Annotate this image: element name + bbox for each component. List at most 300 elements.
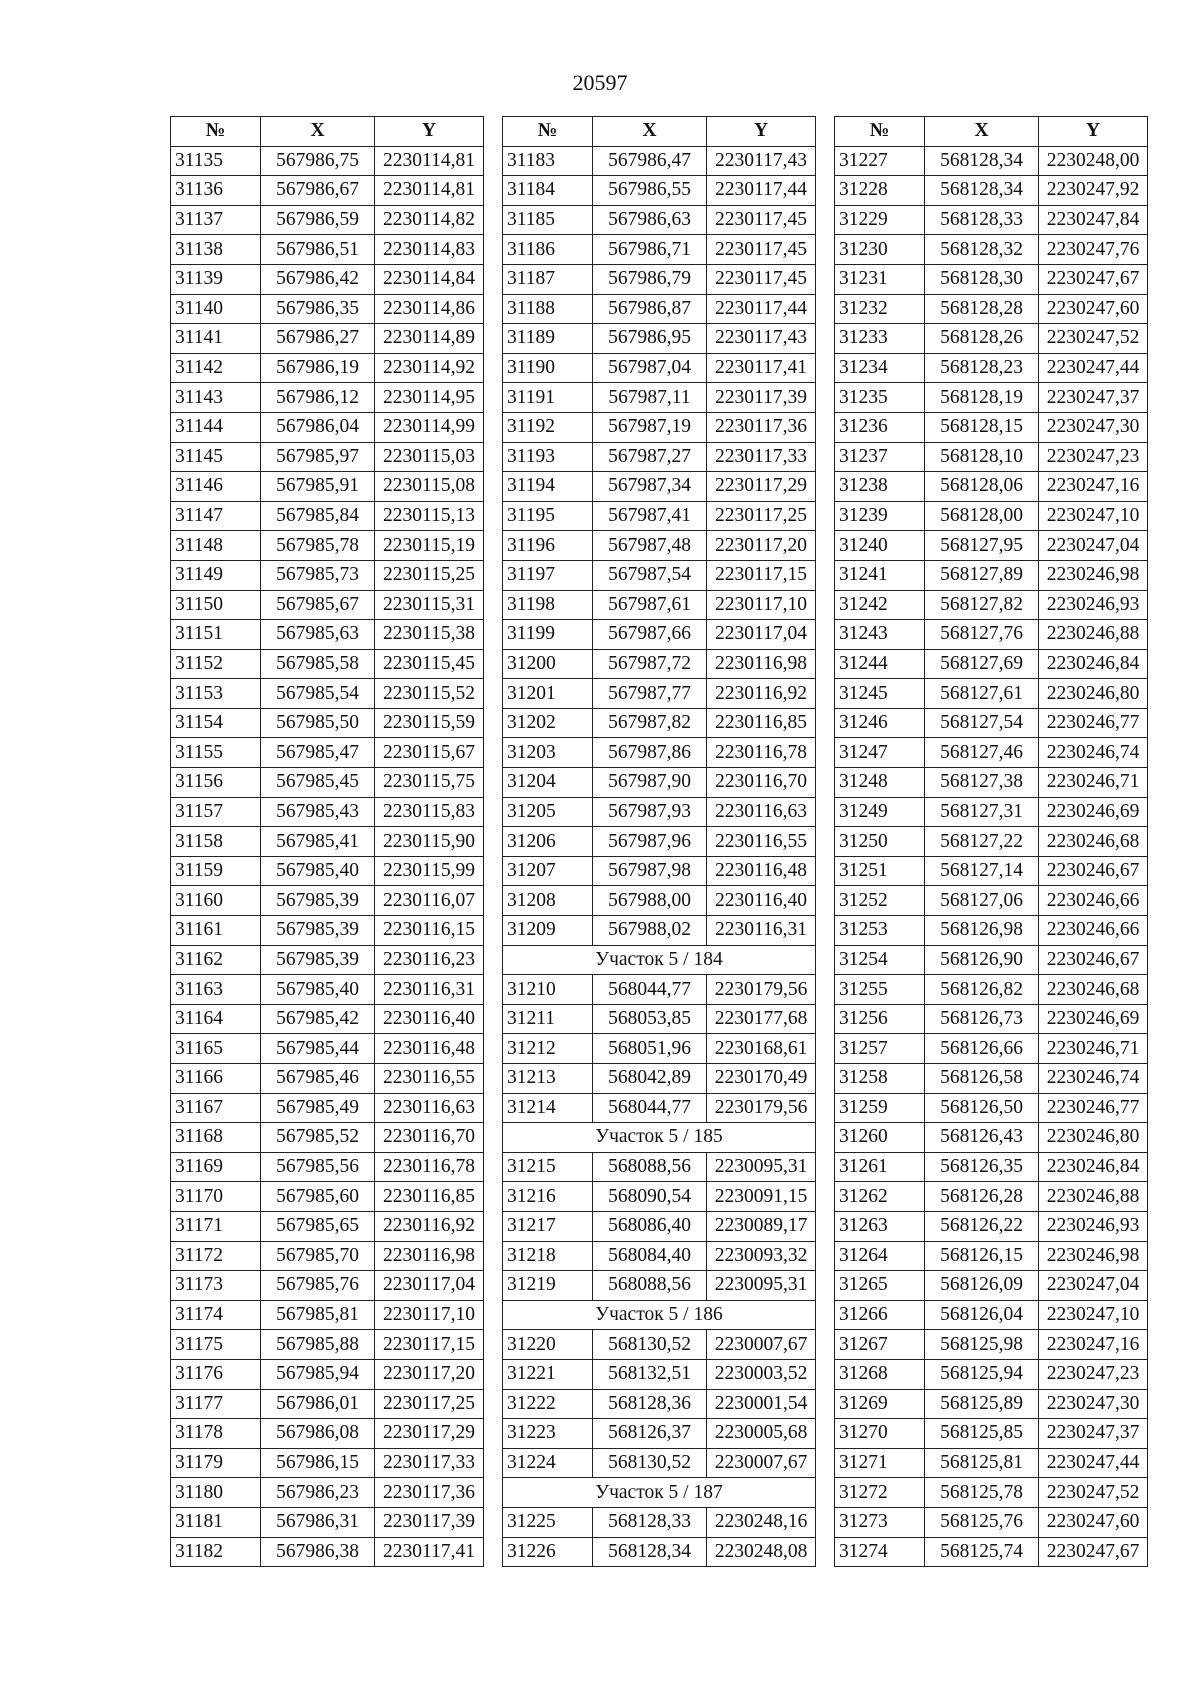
y-coordinate: 2230247,44 [1039,353,1148,383]
x-coordinate: 568126,09 [925,1271,1039,1301]
table-row [835,1419,1148,1449]
point-number: 31238 [835,472,925,502]
table-row [503,1152,816,1182]
x-coordinate: 567987,98 [593,856,707,886]
page-number: 20597 [572,70,628,95]
point-number: 31218 [503,1241,593,1271]
x-coordinate: 567985,67 [261,590,375,620]
point-number: 31155 [171,738,261,768]
y-coordinate: 2230115,67 [375,738,484,768]
x-coordinate: 568128,33 [593,1507,707,1537]
point-number: 31211 [503,1004,593,1034]
y-coordinate: 2230114,84 [375,264,484,294]
header-number: № [503,117,593,147]
y-coordinate: 2230247,37 [1039,383,1148,413]
table-row [503,1389,816,1419]
point-number: 31256 [835,1004,925,1034]
table-row [503,649,816,679]
table-row [835,1478,1148,1508]
y-coordinate: 2230114,95 [375,383,484,413]
y-coordinate: 2230246,80 [1039,679,1148,709]
table-row [503,235,816,265]
point-number: 31269 [835,1389,925,1419]
x-coordinate: 568127,38 [925,768,1039,798]
table-row [503,472,816,502]
table-row [835,412,1148,442]
y-coordinate: 2230246,84 [1039,1152,1148,1182]
table-row [503,886,816,916]
x-coordinate: 567985,54 [261,679,375,709]
point-number: 31154 [171,708,261,738]
y-coordinate: 2230115,99 [375,856,484,886]
x-coordinate: 567987,66 [593,620,707,650]
table-row [503,324,816,354]
x-coordinate: 568126,66 [925,1034,1039,1064]
point-number: 31159 [171,856,261,886]
x-coordinate: 568042,89 [593,1064,707,1094]
table-row [171,383,484,413]
table-row [835,708,1148,738]
y-coordinate: 2230246,68 [1039,975,1148,1005]
table-row [835,146,1148,176]
x-coordinate: 568130,52 [593,1330,707,1360]
point-number: 31220 [503,1330,593,1360]
y-coordinate: 2230117,36 [375,1478,484,1508]
point-number: 31260 [835,1123,925,1153]
table-row [835,442,1148,472]
table-row [835,1211,1148,1241]
table-row [503,560,816,590]
table-row [171,1300,484,1330]
y-coordinate: 2230116,31 [707,916,816,946]
y-coordinate: 2230246,80 [1039,1123,1148,1153]
y-coordinate: 2230116,70 [707,768,816,798]
point-number: 31210 [503,975,593,1005]
table-row [171,294,484,324]
table-row [503,1211,816,1241]
table-row [503,264,816,294]
table-row [171,649,484,679]
point-number: 31223 [503,1419,593,1449]
y-coordinate: 2230246,71 [1039,768,1148,798]
table-row [835,649,1148,679]
point-number: 31190 [503,353,593,383]
point-number: 31222 [503,1389,593,1419]
table-row [171,235,484,265]
x-coordinate: 568126,22 [925,1211,1039,1241]
table-row [171,1182,484,1212]
x-coordinate: 567987,96 [593,827,707,857]
x-coordinate: 568127,06 [925,886,1039,916]
x-coordinate: 568128,30 [925,264,1039,294]
x-coordinate: 568130,52 [593,1448,707,1478]
table-row [171,1064,484,1094]
point-number: 31248 [835,768,925,798]
y-coordinate: 2230247,67 [1039,264,1148,294]
point-number: 31174 [171,1300,261,1330]
y-coordinate: 2230247,84 [1039,205,1148,235]
y-coordinate: 2230247,04 [1039,531,1148,561]
x-coordinate: 567986,35 [261,294,375,324]
x-coordinate: 568128,34 [925,146,1039,176]
table-row [171,916,484,946]
point-number: 31166 [171,1064,261,1094]
x-coordinate: 568128,33 [925,205,1039,235]
x-coordinate: 567987,61 [593,590,707,620]
table-row [835,1093,1148,1123]
point-number: 31201 [503,679,593,709]
table-row [171,1537,484,1567]
x-coordinate: 567985,46 [261,1064,375,1094]
y-coordinate: 2230115,13 [375,501,484,531]
table-row [835,1241,1148,1271]
point-number: 31229 [835,205,925,235]
y-coordinate: 2230116,07 [375,886,484,916]
x-coordinate: 567985,49 [261,1093,375,1123]
y-coordinate: 2230246,88 [1039,1182,1148,1212]
x-coordinate: 567986,19 [261,353,375,383]
x-coordinate: 568132,51 [593,1359,707,1389]
table-row [503,768,816,798]
point-number: 31194 [503,472,593,502]
coordinates-table-3 [834,116,1148,1567]
point-number: 31245 [835,679,925,709]
y-coordinate: 2230117,25 [707,501,816,531]
y-coordinate: 2230116,63 [707,797,816,827]
x-coordinate: 567985,97 [261,442,375,472]
table-row [503,856,816,886]
table-row [835,1152,1148,1182]
table-row [835,1448,1148,1478]
y-coordinate: 2230093,32 [707,1241,816,1271]
y-coordinate: 2230246,77 [1039,708,1148,738]
y-coordinate: 2230248,16 [707,1507,816,1537]
x-coordinate: 568128,00 [925,501,1039,531]
point-number: 31196 [503,531,593,561]
table-row [503,1241,816,1271]
point-number: 31265 [835,1271,925,1301]
x-coordinate: 568125,98 [925,1330,1039,1360]
table-row [835,827,1148,857]
table-row [503,1330,816,1360]
header-number: № [835,117,925,147]
y-coordinate: 2230095,31 [707,1152,816,1182]
table-row [835,1182,1148,1212]
y-coordinate: 2230116,63 [375,1093,484,1123]
table-row [503,827,816,857]
x-coordinate: 567986,51 [261,235,375,265]
point-number: 31184 [503,176,593,206]
point-number: 31139 [171,264,261,294]
y-coordinate: 2230115,83 [375,797,484,827]
table-row [503,1034,816,1064]
x-coordinate: 568125,76 [925,1507,1039,1537]
x-coordinate: 567985,47 [261,738,375,768]
x-coordinate: 568084,40 [593,1241,707,1271]
point-number: 31140 [171,294,261,324]
point-number: 31232 [835,294,925,324]
table-row [171,1004,484,1034]
x-coordinate: 568128,10 [925,442,1039,472]
point-number: 31251 [835,856,925,886]
y-coordinate: 2230246,88 [1039,620,1148,650]
y-coordinate: 2230117,25 [375,1389,484,1419]
table-row [503,1419,816,1449]
table-row [835,560,1148,590]
y-coordinate: 2230007,67 [707,1448,816,1478]
table-row [835,975,1148,1005]
x-coordinate: 568128,28 [925,294,1039,324]
x-coordinate: 568125,78 [925,1478,1039,1508]
table-row [171,738,484,768]
x-coordinate: 568127,46 [925,738,1039,768]
point-number: 31267 [835,1330,925,1360]
table-row [503,146,816,176]
point-number: 31151 [171,620,261,650]
y-coordinate: 2230114,92 [375,353,484,383]
y-coordinate: 2230117,44 [707,176,816,206]
x-coordinate: 567985,81 [261,1300,375,1330]
y-coordinate: 2230116,85 [375,1182,484,1212]
x-coordinate: 568126,73 [925,1004,1039,1034]
y-coordinate: 2230247,30 [1039,1389,1148,1419]
header-x: X [925,117,1039,147]
y-coordinate: 2230170,49 [707,1064,816,1094]
x-coordinate: 567986,38 [261,1537,375,1567]
table-row [171,1448,484,1478]
x-coordinate: 567985,63 [261,620,375,650]
header-y: Y [707,117,816,147]
point-number: 31188 [503,294,593,324]
x-coordinate: 567986,75 [261,146,375,176]
x-coordinate: 567985,91 [261,472,375,502]
section-title: Участок 5 / 187 [503,1478,816,1508]
y-coordinate: 2230117,29 [375,1419,484,1449]
table-row [503,412,816,442]
table-row [171,146,484,176]
table-row [171,945,484,975]
point-number: 31252 [835,886,925,916]
x-coordinate: 567985,50 [261,708,375,738]
point-number: 31173 [171,1271,261,1301]
header-y: Y [1039,117,1148,147]
table-row [171,1389,484,1419]
y-coordinate: 2230247,52 [1039,1478,1148,1508]
y-coordinate: 2230115,52 [375,679,484,709]
table-row [503,1093,816,1123]
x-coordinate: 568126,37 [593,1419,707,1449]
y-coordinate: 2230247,76 [1039,235,1148,265]
table-header-row [835,117,1148,147]
point-number: 31171 [171,1211,261,1241]
y-coordinate: 2230116,78 [707,738,816,768]
header-number: № [171,117,261,147]
table-row [835,1004,1148,1034]
y-coordinate: 2230247,60 [1039,294,1148,324]
point-number: 31141 [171,324,261,354]
point-number: 31193 [503,442,593,472]
table-row [503,353,816,383]
point-number: 31262 [835,1182,925,1212]
table-row [171,620,484,650]
y-coordinate: 2230247,44 [1039,1448,1148,1478]
y-coordinate: 2230115,08 [375,472,484,502]
point-number: 31255 [835,975,925,1005]
y-coordinate: 2230116,92 [707,679,816,709]
point-number: 31146 [171,472,261,502]
x-coordinate: 567985,41 [261,827,375,857]
x-coordinate: 567987,90 [593,768,707,798]
y-coordinate: 2230117,45 [707,205,816,235]
point-number: 31219 [503,1271,593,1301]
x-coordinate: 567987,86 [593,738,707,768]
section-row [503,1123,816,1153]
x-coordinate: 567985,60 [261,1182,375,1212]
x-coordinate: 568086,40 [593,1211,707,1241]
x-coordinate: 567986,95 [593,324,707,354]
table-row [503,1004,816,1034]
table-row [835,324,1148,354]
y-coordinate: 2230246,74 [1039,1064,1148,1094]
point-number: 31156 [171,768,261,798]
point-number: 31145 [171,442,261,472]
y-coordinate: 2230005,68 [707,1419,816,1449]
y-coordinate: 2230116,40 [707,886,816,916]
y-coordinate: 2230247,37 [1039,1419,1148,1449]
table-row [171,768,484,798]
y-coordinate: 2230117,20 [375,1359,484,1389]
point-number: 31213 [503,1064,593,1094]
table-row [171,590,484,620]
x-coordinate: 568044,77 [593,1093,707,1123]
table-row [171,264,484,294]
table-row [835,1537,1148,1567]
x-coordinate: 567986,42 [261,264,375,294]
point-number: 31206 [503,827,593,857]
point-number: 31148 [171,531,261,561]
y-coordinate: 2230115,25 [375,560,484,590]
x-coordinate: 567988,02 [593,916,707,946]
point-number: 31274 [835,1537,925,1567]
point-number: 31208 [503,886,593,916]
y-coordinate: 2230179,56 [707,975,816,1005]
table-row [171,560,484,590]
y-coordinate: 2230115,31 [375,590,484,620]
x-coordinate: 567985,43 [261,797,375,827]
table-row [835,886,1148,916]
table-row [503,1537,816,1567]
point-number: 31149 [171,560,261,590]
point-number: 31216 [503,1182,593,1212]
y-coordinate: 2230116,70 [375,1123,484,1153]
y-coordinate: 2230246,77 [1039,1093,1148,1123]
y-coordinate: 2230246,93 [1039,1211,1148,1241]
point-number: 31167 [171,1093,261,1123]
point-number: 31136 [171,176,261,206]
x-coordinate: 567985,45 [261,768,375,798]
table-row [835,353,1148,383]
y-coordinate: 2230247,30 [1039,412,1148,442]
table-row [835,590,1148,620]
x-coordinate: 568125,94 [925,1359,1039,1389]
y-coordinate: 2230117,20 [707,531,816,561]
y-coordinate: 2230117,33 [707,442,816,472]
y-coordinate: 2230246,98 [1039,560,1148,590]
table-row [835,945,1148,975]
point-number: 31243 [835,620,925,650]
point-number: 31205 [503,797,593,827]
y-coordinate: 2230117,45 [707,264,816,294]
y-coordinate: 2230246,93 [1039,590,1148,620]
point-number: 31227 [835,146,925,176]
x-coordinate: 567986,04 [261,412,375,442]
point-number: 31266 [835,1300,925,1330]
y-coordinate: 2230246,74 [1039,738,1148,768]
y-coordinate: 2230247,92 [1039,176,1148,206]
point-number: 31198 [503,590,593,620]
table-row [171,412,484,442]
x-coordinate: 567985,76 [261,1271,375,1301]
x-coordinate: 567986,31 [261,1507,375,1537]
y-coordinate: 2230246,98 [1039,1241,1148,1271]
y-coordinate: 2230115,03 [375,442,484,472]
point-number: 31164 [171,1004,261,1034]
x-coordinate: 567986,27 [261,324,375,354]
table-row [503,916,816,946]
y-coordinate: 2230117,10 [707,590,816,620]
y-coordinate: 2230117,41 [375,1537,484,1567]
x-coordinate: 568127,69 [925,649,1039,679]
table-row [171,1419,484,1449]
x-coordinate: 567985,56 [261,1152,375,1182]
y-coordinate: 2230114,82 [375,205,484,235]
point-number: 31263 [835,1211,925,1241]
table-row [503,1064,816,1094]
x-coordinate: 567987,72 [593,649,707,679]
point-number: 31153 [171,679,261,709]
y-coordinate: 2230247,60 [1039,1507,1148,1537]
point-number: 31178 [171,1419,261,1449]
point-number: 31273 [835,1507,925,1537]
table-row [171,1507,484,1537]
point-number: 31181 [171,1507,261,1537]
table-row [171,1478,484,1508]
y-coordinate: 2230114,86 [375,294,484,324]
y-coordinate: 2230003,52 [707,1359,816,1389]
y-coordinate: 2230117,43 [707,146,816,176]
point-number: 31138 [171,235,261,265]
x-coordinate: 568126,50 [925,1093,1039,1123]
x-coordinate: 568125,81 [925,1448,1039,1478]
y-coordinate: 2230246,67 [1039,856,1148,886]
y-coordinate: 2230115,75 [375,768,484,798]
x-coordinate: 568126,15 [925,1241,1039,1271]
table-header-row [171,117,484,147]
y-coordinate: 2230001,54 [707,1389,816,1419]
y-coordinate: 2230115,19 [375,531,484,561]
point-number: 31272 [835,1478,925,1508]
x-coordinate: 567985,39 [261,886,375,916]
table-row [835,679,1148,709]
x-coordinate: 568126,58 [925,1064,1039,1094]
table-row [171,1359,484,1389]
header-y: Y [375,117,484,147]
point-number: 31239 [835,501,925,531]
point-number: 31195 [503,501,593,531]
x-coordinate: 568125,85 [925,1419,1039,1449]
table-row [503,442,816,472]
y-coordinate: 2230115,38 [375,620,484,650]
